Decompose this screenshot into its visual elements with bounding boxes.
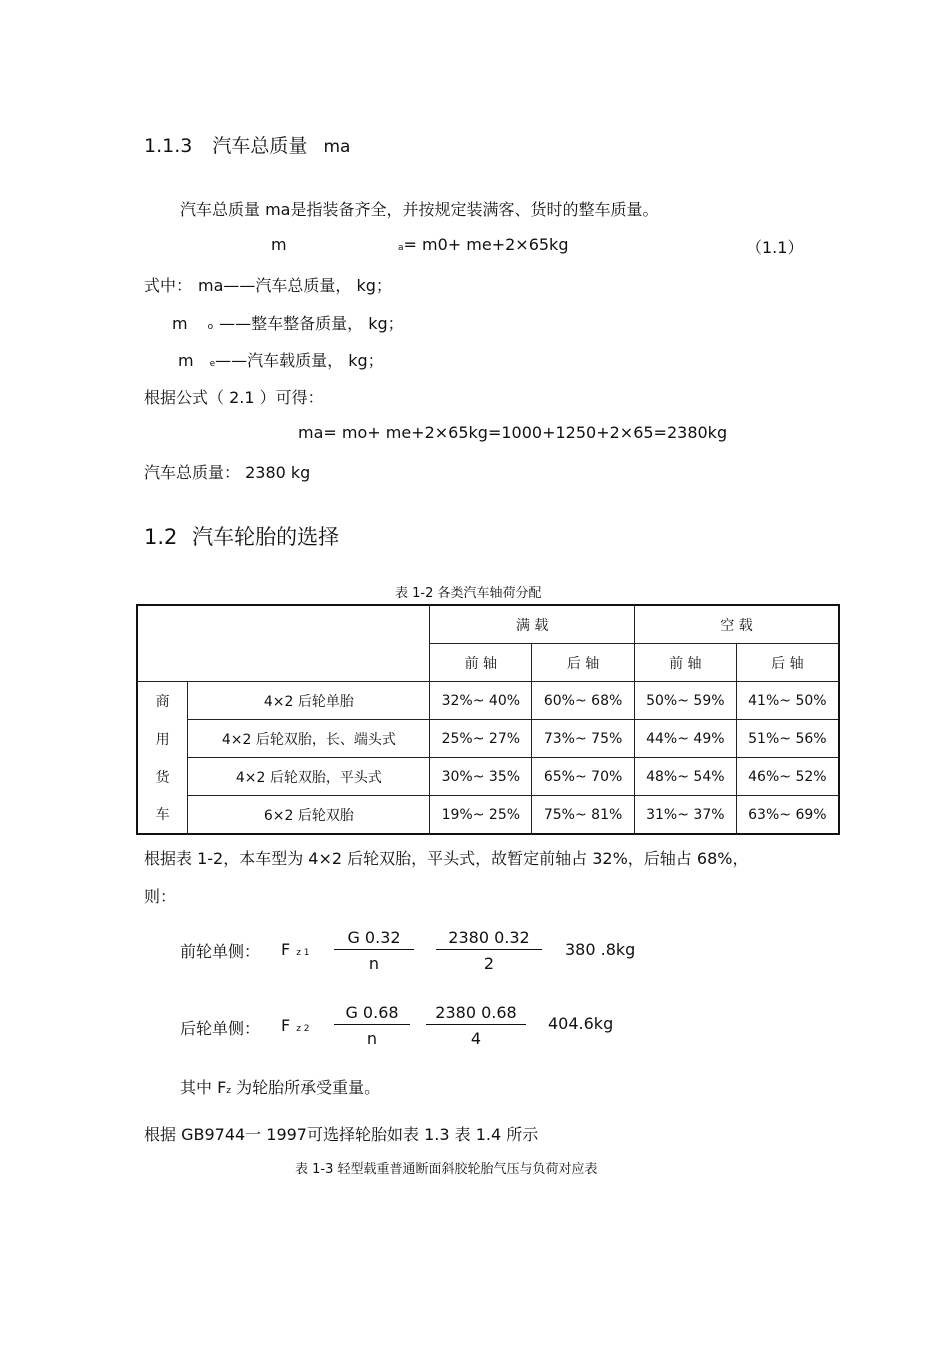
force-subscript: z 2 [296, 1024, 310, 1034]
note-subscript: z [226, 1086, 232, 1096]
value-cell: 73%~ 75% [532, 720, 635, 758]
paragraph-definition: 汽车总质量 ma是指装备齐全，并按规定装满客、货时的整车质量。 [180, 200, 659, 219]
note-text: 其中 F [180, 1078, 227, 1097]
value-cell: 48%~ 54% [634, 758, 736, 796]
definition-intro: 式中： [144, 276, 193, 295]
paragraph-standard-ref: 根据 GB9744一 1997可选择轮胎如表 1.3 表 1.4 所示 [144, 1125, 539, 1144]
value-cell: 63%~ 69% [736, 796, 839, 835]
equation-11-right: = m0+ me+2×65kg [403, 235, 569, 254]
value-cell: 46%~ 52% [736, 758, 839, 796]
force-symbol: F [281, 1016, 291, 1035]
value-cell: 65%~ 70% [532, 758, 635, 796]
value-cell: 32%~ 40% [430, 682, 532, 720]
definition-mo: ——整车整备质量， kg； [219, 314, 404, 333]
header-rear-axle: 后 轴 [736, 644, 839, 682]
table-corner-cell [137, 605, 430, 682]
axle-load-table [136, 604, 840, 835]
fraction-denominator: n [368, 954, 380, 973]
front-formula-F [281, 940, 310, 959]
value-cell: 41%~ 50% [736, 682, 839, 720]
note-text: 为轮胎所承受重量。 [231, 1078, 381, 1097]
rear-formula-F [281, 1016, 310, 1035]
definition-line-1 [144, 273, 392, 296]
fraction-numerator: 2380 0.32 [448, 928, 530, 947]
fraction-bar [334, 949, 414, 950]
fraction-denominator: 4 [470, 1029, 482, 1048]
vehicle-type: 6×2 后轮双胎 [188, 796, 430, 835]
rear-formula-label: 后轮单侧： [180, 1019, 261, 1038]
category-char: 商 [137, 682, 188, 720]
section-number: 1.2 [144, 525, 178, 549]
section-symbol: ma [323, 137, 351, 157]
paragraph-formula-ref: 根据公式（ 2.1 ）可得： [144, 388, 324, 407]
equation-11-left: m [271, 235, 287, 254]
table-13-caption: 表 1-3 轻型载重普通断面斜胶轮胎气压与负荷对应表 [295, 1162, 598, 1177]
front-fraction-1 [334, 928, 414, 973]
header-rear-axle: 后 轴 [532, 644, 635, 682]
vehicle-type: 4×2 后轮双胎，平头式 [188, 758, 430, 796]
table-header-row [137, 605, 839, 644]
paragraph-axle-share: 根据表 1-2，本车型为 4×2 后轮双胎，平头式，故暂定前轴占 32%，后轴占 68%， [144, 849, 749, 868]
equation-subscript: a [398, 243, 404, 253]
section-heading-113 [144, 131, 350, 158]
value-cell: 30%~ 35% [430, 758, 532, 796]
header-full-load: 满 载 [430, 605, 635, 644]
force-symbol: F [281, 940, 291, 959]
fraction-bar [334, 1024, 410, 1025]
value-cell: 60%~ 68% [532, 682, 635, 720]
fraction-numerator: G 0.68 [345, 1003, 399, 1022]
fraction-bar [436, 949, 542, 950]
value-cell: 50%~ 59% [634, 682, 736, 720]
definition-line-3 [178, 348, 384, 371]
equation-label: （1.1） [746, 238, 804, 257]
fraction-numerator: G 0.32 [347, 928, 401, 947]
value-cell: 44%~ 49% [634, 720, 736, 758]
table-caption: 表 1-2 各类汽车轴荷分配 [395, 586, 542, 601]
front-formula-label: 前轮单侧： [180, 942, 261, 961]
definition-me: ——汽车载质量， kg； [215, 351, 384, 370]
section-title: 汽车轮胎的选择 [192, 525, 340, 549]
rear-fraction-2 [426, 1003, 526, 1048]
value-cell: 75%~ 81% [532, 796, 635, 835]
value-cell: 25%~ 27% [430, 720, 532, 758]
definition-symbol: m [178, 351, 194, 370]
vehicle-type: 4×2 后轮双胎，长、端头式 [188, 720, 430, 758]
value-cell: 31%~ 37% [634, 796, 736, 835]
rear-formula-result: 404.6kg [548, 1014, 614, 1033]
section-heading-12 [144, 521, 339, 551]
definition-line-2 [172, 311, 404, 334]
category-char: 车 [137, 796, 188, 835]
definition-ma: ma——汽车总质量， kg； [198, 276, 392, 295]
category-char: 货 [137, 758, 188, 796]
paragraph-note [180, 1075, 380, 1098]
value-cell: 51%~ 56% [736, 720, 839, 758]
fraction-denominator: n [366, 1029, 378, 1048]
paragraph-then: 则： [144, 887, 177, 906]
header-front-axle: 前 轴 [430, 644, 532, 682]
section-title: 汽车总质量 [212, 135, 308, 157]
force-subscript: z 1 [296, 948, 310, 958]
definition-subscript: o [207, 322, 214, 332]
equation-calculation: ma= mo+ me+2×65kg=1000+1250+2×65=2380kg [298, 423, 728, 442]
vehicle-type: 4×2 后轮单胎 [188, 682, 430, 720]
value-cell: 19%~ 25% [430, 796, 532, 835]
definition-symbol: m [172, 314, 188, 333]
table-row [137, 758, 839, 796]
fraction-numerator: 2380 0.68 [435, 1003, 517, 1022]
header-empty-load: 空 载 [634, 605, 839, 644]
header-front-axle: 前 轴 [634, 644, 736, 682]
fraction-denominator: 2 [483, 954, 495, 973]
category-char: 用 [137, 720, 188, 758]
table-row [137, 796, 839, 835]
result-total-mass: 汽车总质量： 2380 kg [144, 463, 311, 482]
fraction-bar [426, 1024, 526, 1025]
definition-subscript: e [209, 359, 216, 369]
front-fraction-2 [436, 928, 542, 973]
table-row [137, 682, 839, 720]
rear-fraction-1 [334, 1003, 410, 1048]
equation-11 [398, 235, 568, 254]
front-formula-result: 380 .8kg [565, 940, 636, 959]
section-number: 1.1.3 [144, 135, 193, 157]
table-row [137, 720, 839, 758]
